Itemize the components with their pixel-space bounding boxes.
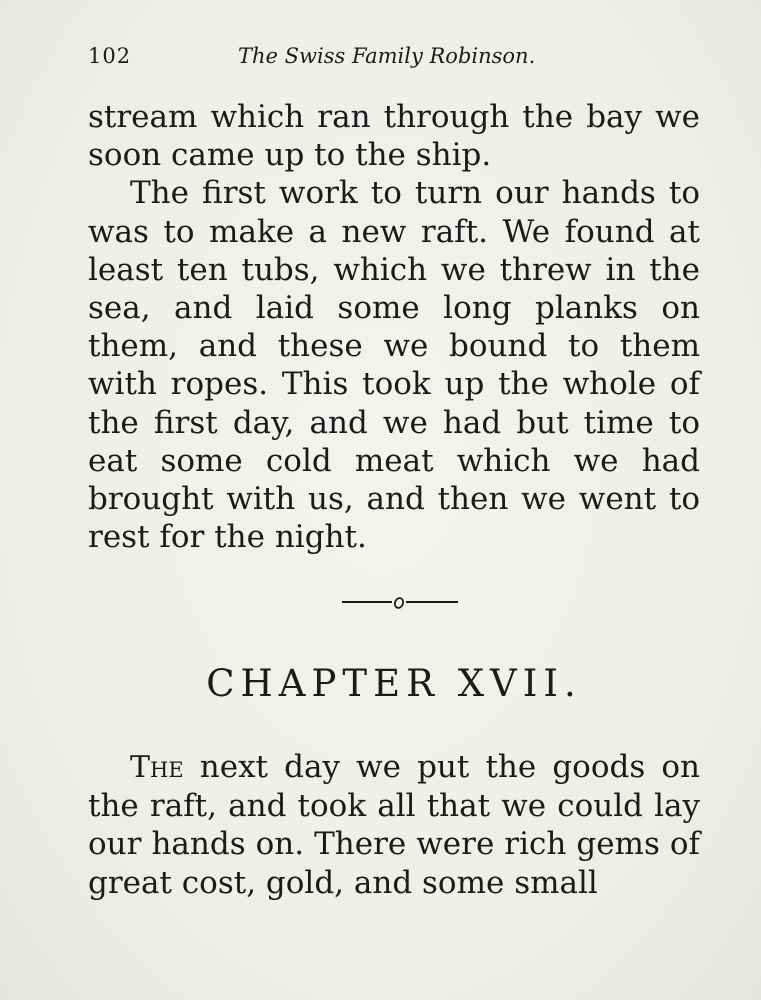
running-title: The Swiss Family Robinson.	[238, 44, 536, 68]
page-header	[88, 44, 700, 74]
paragraph-raft: The first work to turn our hands to was to make a new raft. We found at least ten tubs, which we threw in the sea, and laid some long planks on them, and these we bound to them with ropes. This took up the whole of the first day, and we had but time to eat some cold meat which we had brought with us, and then we went to rest for the night.	[88, 175, 700, 556]
paragraph-lead-word: The	[130, 750, 184, 785]
text-block-bottom	[88, 748, 700, 902]
page-number: 102	[88, 44, 132, 68]
paragraph-continued: stream which ran through the bay we soon came up to the ship.	[88, 99, 700, 174]
chapter-heading: CHAPTER XVII.	[206, 662, 582, 705]
paragraph-goods-text: next day we put the goods on the raft, and took all that we could lay our hands on. There were rich gems of great cost, gold, and some small	[88, 749, 700, 901]
paragraph-goods	[88, 748, 700, 902]
section-divider-ornament	[340, 592, 460, 612]
text-block-top	[88, 98, 700, 556]
